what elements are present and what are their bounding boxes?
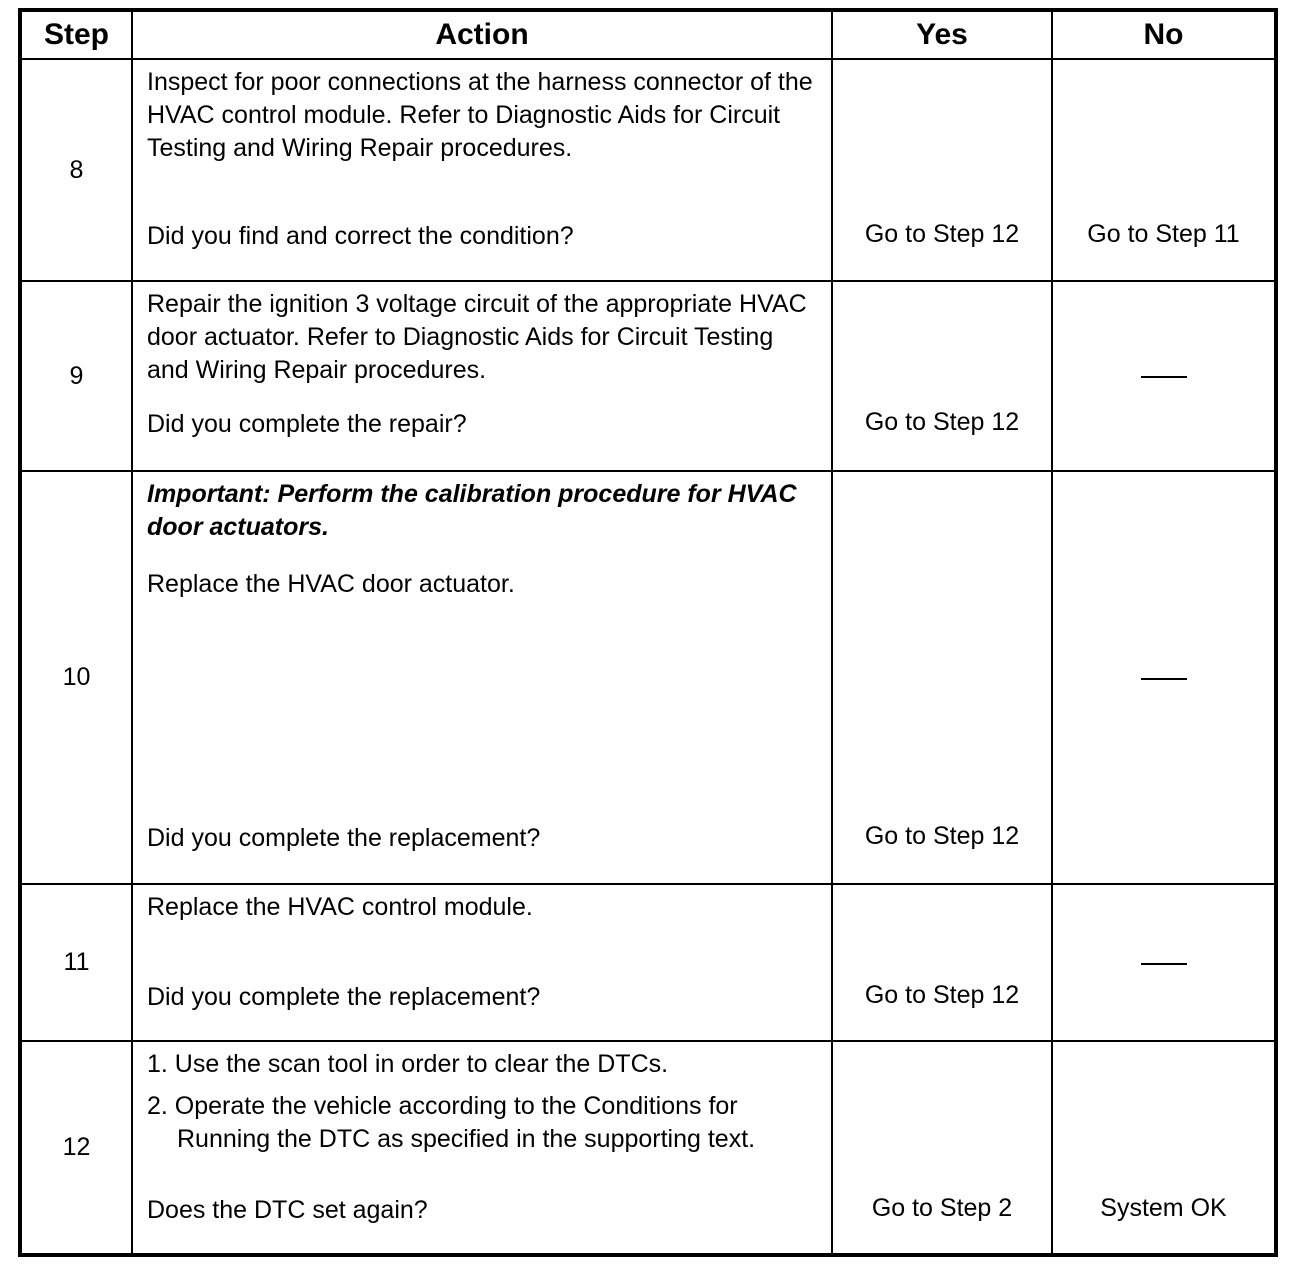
yes-result: Go to Step 12 [864, 220, 1020, 248]
header-step: Step [20, 10, 132, 59]
no-cell [1052, 884, 1276, 1041]
dash-icon [1141, 678, 1187, 680]
action-text: Repair the ignition 3 voltage circuit of the appropriate HVAC door actuator. Refer to Diagnostic Aids for Circuit Testing and Wiring Repair procedures. [147, 290, 807, 384]
step-number: 9 [20, 281, 132, 471]
no-cell [1052, 1041, 1276, 1255]
step-number: 8 [20, 59, 132, 281]
list-item: 1. Use the scan tool in order to clear the DTCs. [147, 1050, 669, 1078]
action-cell [132, 59, 832, 281]
action-question: Did you find and correct the condition? [147, 222, 574, 250]
yes-result: Go to Step 12 [864, 408, 1020, 436]
action-text: Replace the HVAC control module. [147, 893, 533, 921]
yes-cell [832, 59, 1052, 281]
step-number: 10 [20, 471, 132, 884]
no-result: System OK [1100, 1194, 1227, 1222]
action-text: Inspect for poor connections at the harness connector of the HVAC control module. Refer to Diagnostic Aids for Circuit Testing and Wiring Repair procedures. [147, 68, 813, 162]
step-number: 11 [20, 884, 132, 1041]
header-action: Action [132, 10, 832, 59]
no-cell [1052, 59, 1276, 281]
action-question: Did you complete the repair? [147, 410, 467, 438]
header-yes: Yes [832, 10, 1052, 59]
no-result: Go to Step 11 [1087, 220, 1240, 248]
action-cell [132, 281, 832, 471]
header-row [20, 10, 1276, 59]
yes-result: Go to Step 12 [864, 822, 1020, 850]
table-row [20, 59, 1276, 281]
dash-icon [1141, 963, 1187, 965]
action-question: Does the DTC set again? [147, 1196, 428, 1224]
action-cell [132, 1041, 832, 1255]
step-number: 12 [20, 1041, 132, 1255]
table-row [20, 281, 1276, 471]
table-row [20, 884, 1276, 1041]
table-row [20, 471, 1276, 884]
yes-result: Go to Step 2 [871, 1194, 1013, 1222]
procedure-list [147, 1048, 821, 1156]
diagnostic-procedure-table [18, 8, 1278, 1257]
action-cell [132, 471, 832, 884]
header-no: No [1052, 10, 1276, 59]
action-cell [132, 884, 832, 1041]
yes-cell [832, 1041, 1052, 1255]
yes-result: Go to Step 12 [864, 981, 1020, 1009]
action-question: Did you complete the replacement? [147, 983, 541, 1011]
yes-cell [832, 471, 1052, 884]
important-note: Important: Perform the calibration procedure for HVAC door actuators. [147, 480, 797, 541]
list-item: 2. Operate the vehicle according to the Conditions for Running the DTC as specified in the supporting text. [147, 1092, 756, 1153]
dash-icon [1141, 376, 1187, 378]
no-cell [1052, 471, 1276, 884]
action-text: Replace the HVAC door actuator. [147, 570, 515, 598]
yes-cell [832, 884, 1052, 1041]
no-cell [1052, 281, 1276, 471]
action-question: Did you complete the replacement? [147, 824, 541, 852]
yes-cell [832, 281, 1052, 471]
table-row [20, 1041, 1276, 1255]
